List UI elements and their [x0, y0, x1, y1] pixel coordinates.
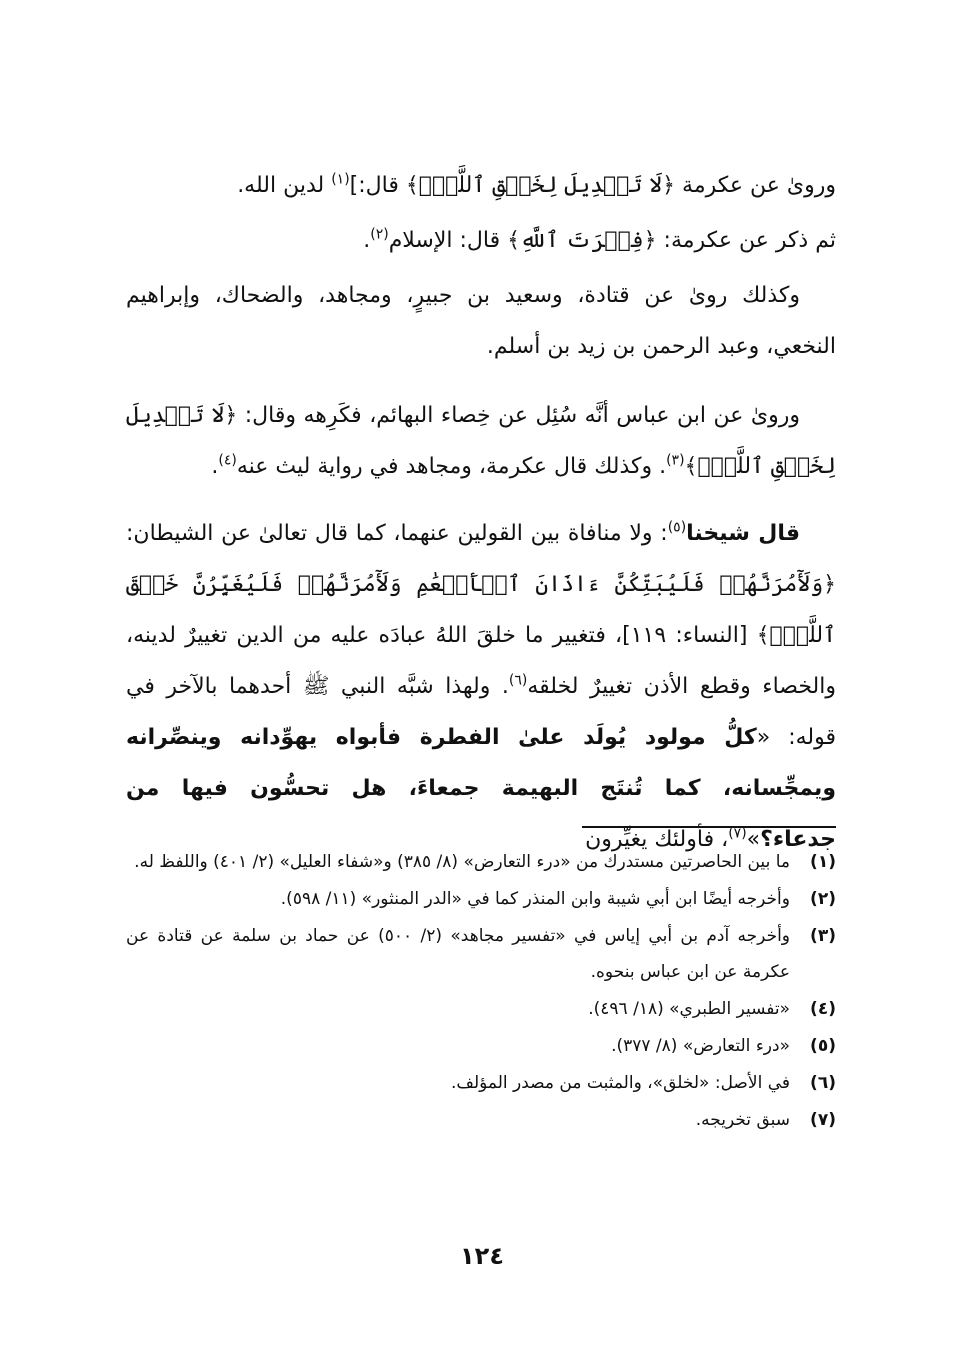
quran-verse: ﴿لَا تَبۡدِيلَ لِخَلۡقِ ٱللَّهِۚ﴾: [405, 173, 676, 198]
footnote-text: «درء التعارض» (٨/ ٣٧٧).: [611, 1036, 790, 1056]
paragraph-2: [126, 215, 836, 266]
footnote-ref[interactable]: (٦): [508, 672, 528, 689]
text-run: . ولهذا شبَّه النبي ﷺ أحدهما بالآخر في قوله: «: [126, 674, 836, 750]
footnote-ref[interactable]: (٤): [218, 452, 237, 469]
footnote-text: وأخرجه آدم بن أبي إياس في «تفسير مجاهد» (٢/ ٥٠٠) عن حماد بن سلمة عن قتادة عن عكرمة عن ابن عباس بنحوه.: [126, 926, 791, 982]
footnote-text: ما بين الحاصرتين مستدرك من «درء التعارض» (٨/ ٣٨٥) و«شفاء العليل» (٢/ ٤٠١) واللفظ له.: [134, 852, 790, 872]
quran-verse: ﴿لَا تَبۡدِيلَ لِخَلۡقِ ٱللَّهِۚ﴾: [126, 403, 836, 479]
footnote-1: [126, 844, 836, 880]
footnote-text: في الأصل: «لخلق»، والمثبت من مصدر المؤلف.: [450, 1073, 790, 1093]
footnote-number: (٥): [810, 1036, 836, 1056]
footnote-divider: [582, 826, 836, 828]
footnote-ref[interactable]: (١): [331, 171, 350, 188]
text-run: ثم ذكر عن عكرمة:: [656, 228, 836, 253]
footnote-6: [126, 1065, 836, 1101]
footnote-4: [126, 991, 836, 1027]
paragraph-1: [126, 160, 836, 211]
text-run: وكذلك روىٰ عن قتادة، وسعيد بن جبيرٍ، ومجاهد، والضحاك، وإبراهيم النخعي، وعبد الرحمن بن زيد بن أسلم.: [126, 283, 836, 359]
paragraph-4: [126, 390, 836, 492]
footnote-number: (١): [810, 852, 836, 872]
text-run: لدين الله.: [237, 173, 332, 198]
footnote-number: (٧): [810, 1110, 836, 1130]
text-run: ، فأولئك يغيِّرون: [585, 827, 729, 852]
text-run: : ولا منافاة بين القولين عنهما، كما قال تعالىٰ عن الشيطان:: [126, 521, 668, 546]
footnote-number: (٣): [810, 926, 836, 946]
footnotes-list: [126, 844, 836, 1139]
footnote-number: (٤): [810, 999, 836, 1019]
quran-verse: ﴿فِطۡرَتَ ٱللَّهِ﴾: [507, 228, 657, 253]
main-text: [126, 160, 836, 869]
text-run: .: [211, 454, 219, 479]
hadith-quote: كلُّ مولود يُولَد علىٰ الفطرة فأبواه يهوِّدانه وينصِّرانه ويمجِّسانه، كما تُنتَج البهيمة جمعاءَ، هل تحسُّون فيها من جدعاء؟: [126, 725, 836, 852]
text-run: قال: الإسلام: [388, 228, 508, 253]
page-number: ١٢٤: [460, 1242, 504, 1270]
text-run: .: [363, 228, 371, 253]
paragraph-3: [126, 270, 836, 372]
footnote-7: [126, 1102, 836, 1138]
quran-verse: ﴿وَلَأٓمُرَنَّهُمۡ فَلَيُبَتِّكُنَّ ءَاذَانَ ٱلۡأَنۡعَٰمِ وَلَأٓمُرَنَّهُمۡ فَلَيُغَيِّرُنَّ خَلۡقَ ٱللَّهِۚ﴾: [126, 572, 837, 648]
text-run: وروىٰ عن ابن عباس أنَّه سُئِل عن خِصاء البهائم، فكَرِهه وقال:: [237, 403, 800, 428]
author-heading: قال شيخنا: [686, 521, 800, 546]
paragraph-5: [126, 508, 836, 865]
text-run: [النساء: ١١٩]، فتغيير ما خلقَ اللهُ عبادَه عليه من الدين تغييرٌ لدينه، والخصاء وقطع الأذن تغييرٌ لخلقه: [126, 623, 837, 699]
footnote-text: وأخرجه أيضًا ابن أبي شيبة وابن المنذر كما في «الدر المنثور» (١١/ ٥٩٨).: [280, 889, 790, 909]
footnote-number: (٢): [810, 889, 836, 909]
footnote-ref[interactable]: (٧): [728, 825, 747, 842]
footnote-2: [126, 881, 836, 917]
footnote-text: «تفسير الطبري» (١٨/ ٤٩٦).: [588, 999, 790, 1019]
footnote-number: (٦): [810, 1073, 836, 1093]
footnote-3: [126, 918, 836, 990]
footnote-5: [126, 1028, 836, 1064]
text-run: »: [746, 827, 761, 852]
footnote-ref[interactable]: (٢): [370, 226, 389, 243]
footnote-text: سبق تخريجه.: [695, 1110, 790, 1130]
footnote-ref[interactable]: (٥): [667, 519, 687, 536]
text-run: . وكذلك قال عكرمة، ومجاهد في رواية ليث عنه: [236, 454, 667, 479]
footnote-ref[interactable]: (٣): [666, 452, 685, 469]
text-run: قال:]: [349, 173, 406, 198]
text-run: وروىٰ عن عكرمة: [675, 173, 836, 198]
